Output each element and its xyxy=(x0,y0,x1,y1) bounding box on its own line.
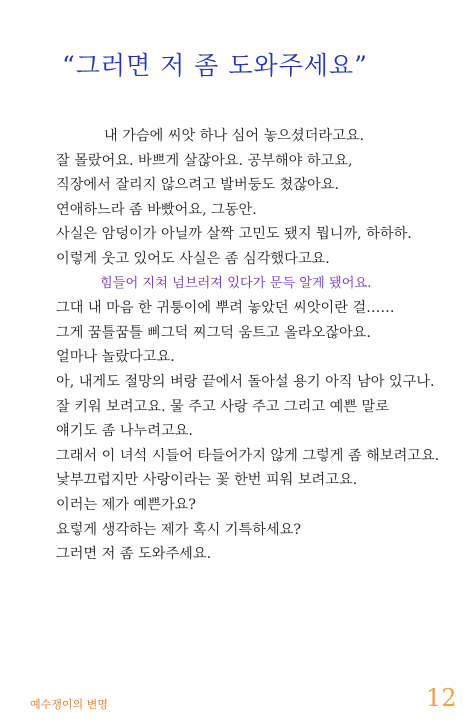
poem-line: 이러는 제가 예쁜가요? xyxy=(56,496,196,513)
poem-line: 그래서 이 녀석 시들어 타들어가지 않게 그렇게 좀 해보려고요. xyxy=(56,447,440,464)
poem-line: 직장에서 잘리지 않으려고 발버둥도 쳤잖아요. xyxy=(56,177,339,194)
page-number: 12 xyxy=(426,684,457,712)
page-title: “그러면 저 좀 도와주세요” xyxy=(62,51,368,80)
poem-body xyxy=(56,124,456,567)
poem-line: 얘기도 좀 나누려고요. xyxy=(56,423,193,440)
poem-line: 이렇게 웃고 있어도 사실은 좀 심각했다고요. xyxy=(56,250,330,267)
poem-line: 그러면 저 좀 도와주세요. xyxy=(56,546,212,563)
poem-line: 사실은 암덩이가 아닐까 살짝 고민도 됐지 뭡니까, 하하하. xyxy=(56,226,412,243)
poem-line: 그대 내 마음 한 귀퉁이에 뿌려 놓았던 씨앗이란 걸…… xyxy=(56,300,395,317)
poem-line: 그게 꿈틀꿈틀 삐그덕 찌그덕 움트고 올라오잖아요. xyxy=(56,324,371,341)
poem-line: 연애하느라 좀 바빴어요, 그동안. xyxy=(56,201,257,218)
poem-line: 낯부끄럽지만 사랑이라는 꽃 한번 피워 보려고요. xyxy=(56,472,358,489)
poem-line: 내 가슴에 씨앗 하나 심어 놓으셨더라고요. xyxy=(104,128,365,144)
poem-line: 요렇게 생각하는 제가 혹시 기특하세요? xyxy=(56,521,301,538)
footer-book-title: 예수쟁이의 변명 xyxy=(30,698,108,711)
poem-line: 얼마나 놀랐다고요. xyxy=(56,349,175,366)
poem-line: 잘 키워 보려고요. 물 주고 사랑 주고 그리고 예쁜 말로 xyxy=(56,398,389,415)
poem-line: 잘 몰랐어요. 바쁘게 살잖아요. 공부해야 하고요, xyxy=(56,152,353,169)
highlighted-line: 힘들어 지쳐 넘브러져 있다가 문득 알게 됐어요. xyxy=(100,275,372,291)
poem-line: 아, 내게도 절망의 벼랑 끝에서 돌아설 용기 아직 남아 있구나. xyxy=(56,373,435,390)
